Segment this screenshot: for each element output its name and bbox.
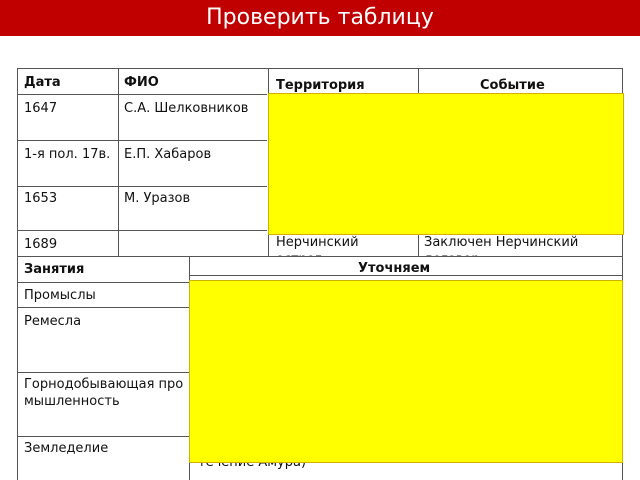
header-name: ФИО [124, 75, 159, 90]
row3-date: 1653 [24, 191, 58, 206]
header-event: Событие [480, 78, 545, 93]
row4-event: Заключен Нерчинский [424, 235, 579, 250]
header-activity: Занятия [24, 262, 85, 277]
row4-territory: Нерчинский [276, 235, 359, 250]
row2-date: 1-я пол. 17в. [24, 147, 111, 162]
slide-title: Проверить таблицу [206, 5, 434, 30]
row4-date: 1689 [24, 237, 58, 252]
header-date: Дата [24, 75, 61, 90]
activity-mining: Горнодобывающая промышленность [24, 377, 184, 409]
answer-cover-bottom[interactable] [189, 280, 623, 463]
header-detail: Уточняем [358, 261, 431, 276]
activity-farming: Земледелие [24, 441, 109, 456]
row2-name: Е.П. Хабаров [124, 147, 212, 162]
activity-handicrafts: Ремесла [24, 314, 82, 329]
answer-cover-top[interactable] [268, 93, 624, 235]
row1-name: С.А. Шелковников [124, 101, 249, 116]
row1-date: 1647 [24, 101, 58, 116]
header-territory: Территория [276, 78, 365, 93]
row3-name: М. Уразов [124, 191, 191, 206]
activity-crafts-trade: Промыслы [24, 288, 96, 303]
